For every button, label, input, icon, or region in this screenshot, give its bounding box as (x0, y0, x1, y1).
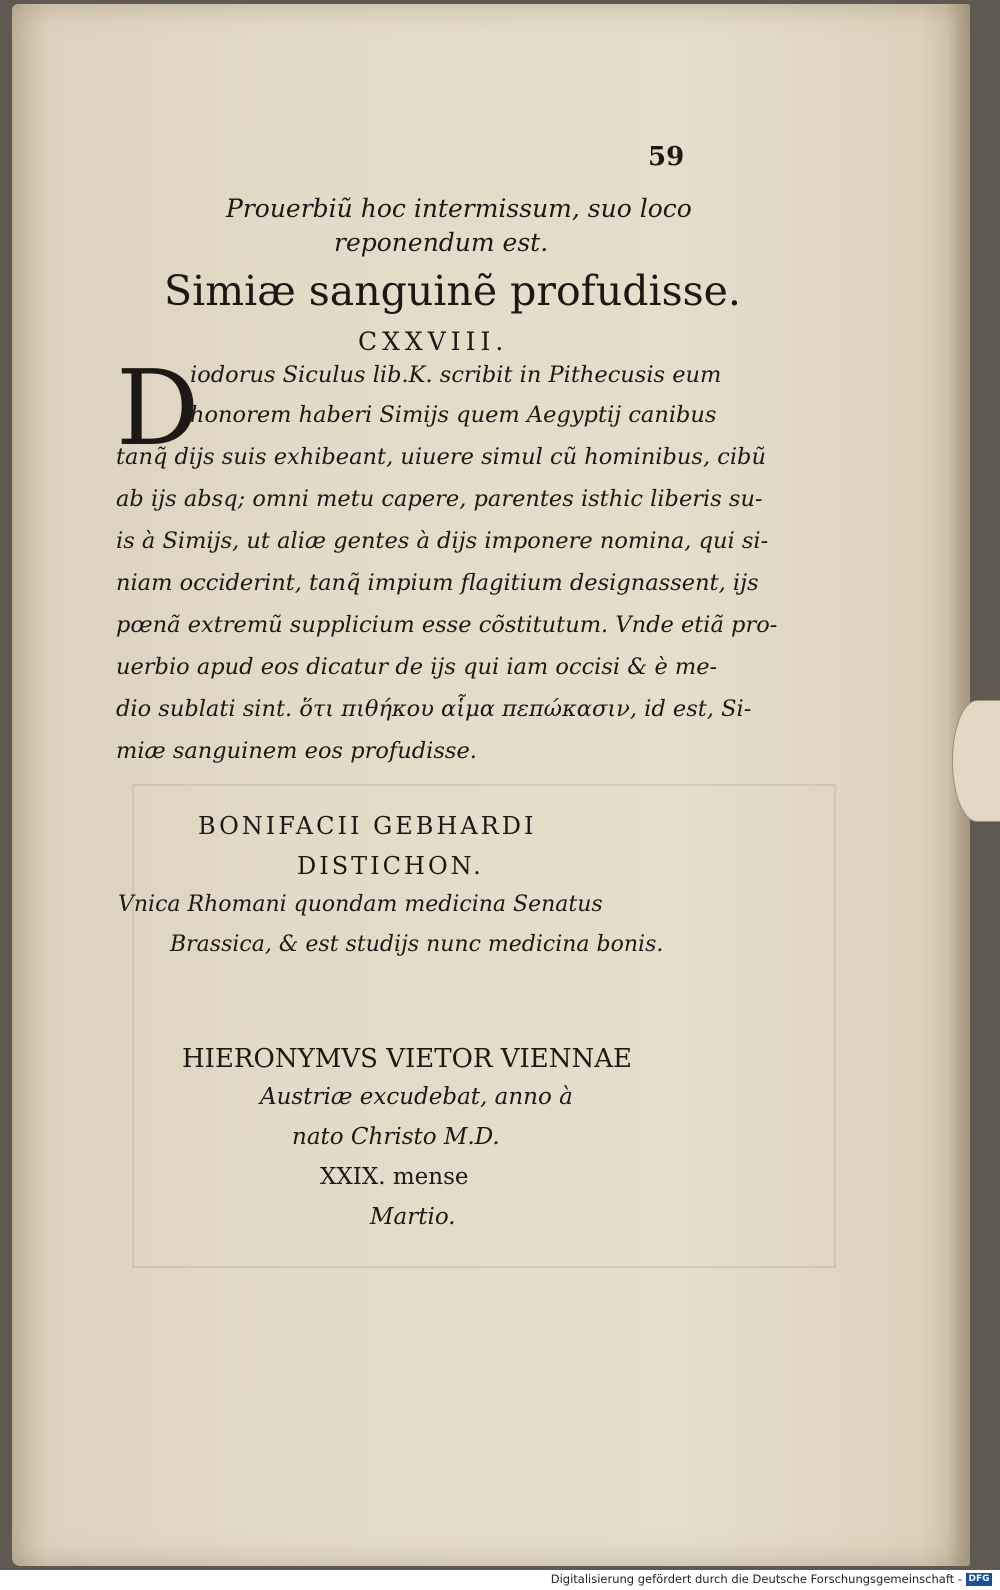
folio-number: 59 (648, 142, 685, 172)
imprint-line-2: Austriæ excudebat, anno à (260, 1084, 573, 1110)
imprint-printer: HIERONYMVS VIETOR VIENNAE (182, 1044, 633, 1074)
page-clip-tab (952, 700, 1000, 822)
poem-line-1: Vnica Rhomani quondam medicina Senatus (118, 892, 603, 917)
poem-heading-form: DISTICHON. (297, 852, 484, 880)
show-through-frame (132, 784, 836, 1268)
footer-credit: Digitalisierung gefördert durch die Deutsche Forschungsgemeinschaft - (550, 1572, 962, 1586)
chapter-number: CXXVIII. (358, 327, 509, 356)
imprint-line-4: XXIX. mense (320, 1164, 469, 1190)
body-line-2: honorem haberi Simijs quem Aegyptij canibus (190, 402, 717, 428)
body-line-10: miæ sanguinem eos profudisse. (116, 738, 477, 764)
imprint-line-3: nato Christo M.D. (292, 1124, 500, 1150)
body-line-1: iodorus Siculus lib.K. scribit in Pithecusis eum (190, 362, 722, 388)
chapter-title: Simiæ sanguinẽ profudisse. (164, 267, 741, 315)
body-line-5: is à Simijs, ut aliæ gentes à dijs imponere nomina, qui si- (116, 528, 769, 554)
body-line-8: uerbio apud eos dicatur de ijs qui iam occisi & è me- (116, 654, 718, 680)
note-line-2: reponendum est. (334, 228, 549, 257)
imprint-line-5: Martio. (370, 1204, 456, 1230)
body-line-7: pœnã extremũ supplicium esse cõstitutum. Vnde etiã pro- (116, 612, 778, 638)
body-line-3: tanq̃ dijs suis exhibeant, uiuere simul cũ hominibus, cibũ (116, 444, 766, 470)
poem-line-2: Brassica, & est studijs nunc medicina bonis. (170, 932, 664, 957)
body-line-9: dio sublati sint. ὅτι πιθήκου αἷμα πεπώκασιν, id est, Si- (116, 696, 752, 722)
poem-heading-author: BONIFACII GEBHARDI (198, 812, 537, 840)
body-line-4: ab ijs absq; omni metu capere, parentes isthic liberis su- (116, 486, 763, 512)
book-page (12, 4, 970, 1566)
dfg-logo-icon: DFG (966, 1573, 992, 1586)
note-line-1: Prouerbiũ hoc intermissum, suo loco (226, 194, 692, 223)
drop-initial: D (116, 347, 200, 469)
body-line-6: niam occiderint, tanq̃ impium flagitium designassent, ijs (116, 570, 759, 596)
footer-bar (0, 1570, 1000, 1590)
